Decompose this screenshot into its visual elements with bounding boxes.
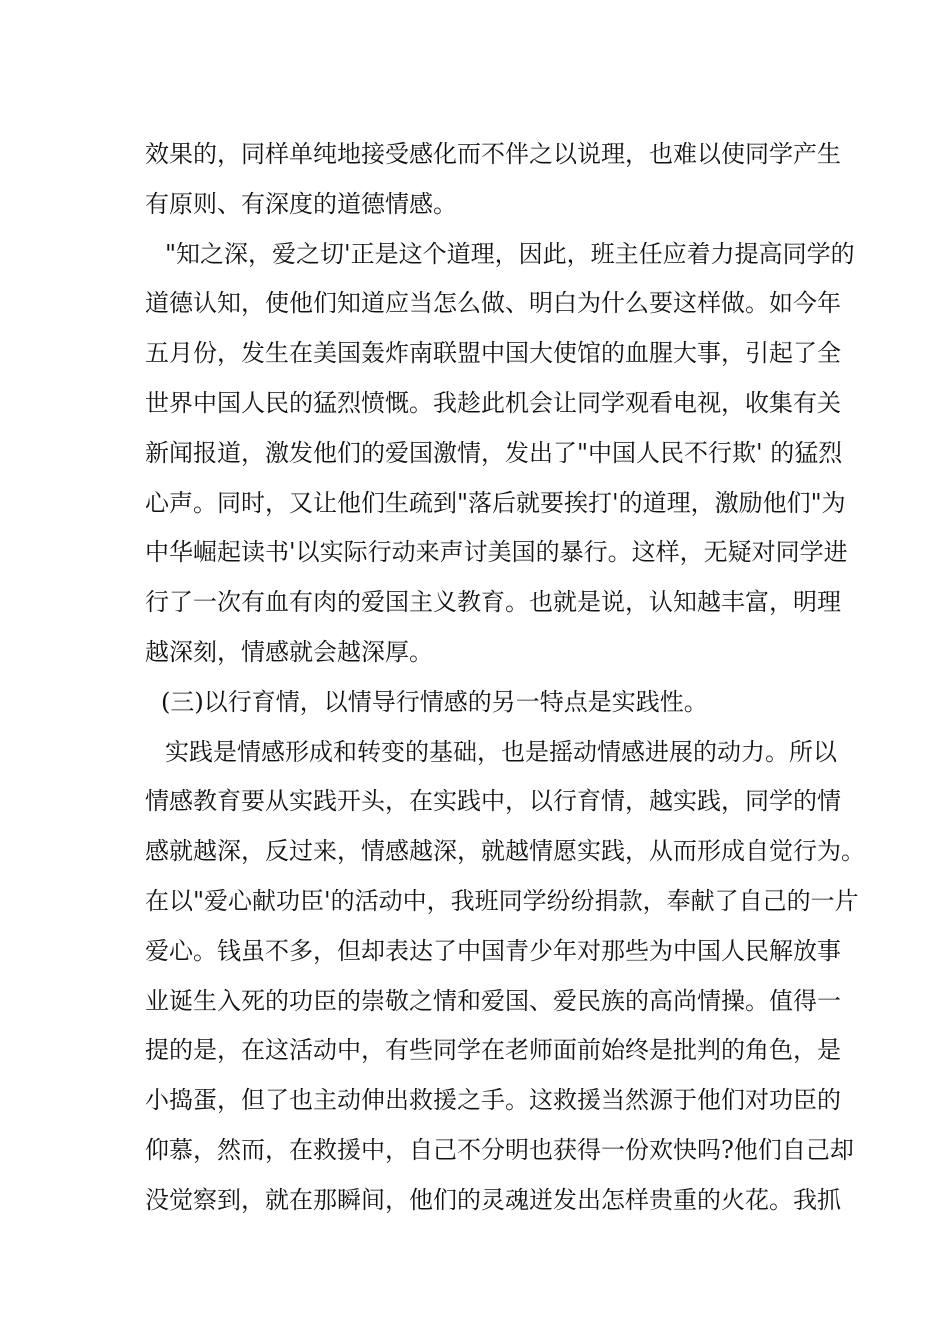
text-line: 新闻报道，激发他们的爱国激情，发出了"中国人民不行欺' 的猛烈: [145, 438, 843, 467]
text-line: 在以"爱心献功臣'的活动中，我班同学纷纷捐款，奉献了自己的一片: [145, 886, 859, 915]
text-line: 爱心。钱虽不多，但却表达了中国青少年对那些为中国人民解放事: [145, 936, 841, 965]
text-line: 感就越深，反过来，情感越深，就越情愿实践，从而形成自觉行为。: [145, 837, 865, 866]
section-heading-line: (三)以行育情，以情导行情感的另一特点是实践性。: [161, 687, 708, 716]
text-line: 有原则、有深度的道德情感。: [145, 189, 457, 218]
text-line: 小捣蛋，但了也主动伸出救援之手。这救援当然源于他们对功臣的: [145, 1086, 841, 1115]
body-text: [145, 130, 865, 1226]
text-line: 仰慕，然而，在救援中，自己不分明也获得一份欢快吗?他们自己却: [145, 1135, 854, 1164]
text-line: 道德认知，使他们知道应当怎么做、明白为什么要这样做。如今年: [145, 289, 841, 318]
text-line: 没觉察到，就在那瞬间，他们的灵魂迸发出怎样贵重的火花。我抓: [145, 1185, 841, 1214]
paragraph-start-line: 实践是情感形成和转变的基础，也是摇动情感进展的动力。所以: [165, 737, 837, 766]
text-line: 中华崛起读书'以实际行动来声讨美国的暴行。这样，无疑对同学进: [145, 538, 848, 567]
text-line: 效果的，同样单纯地接受感化而不伴之以说理，也难以使同学产生: [145, 140, 841, 168]
text-line: 业诞生入死的功臣的崇敬之情和爱国、爱民族的高尚情操。值得一: [145, 986, 841, 1015]
text-line: 行了一次有血有肉的爱国主义教育。也就是说，认知越丰富，明理: [145, 588, 841, 617]
text-line: 心声。同时，又让他们生疏到"落后就要挨打'的道理，激励他们"为: [145, 488, 846, 517]
text-line: 五月份，发生在美国轰炸南联盟中国大使馆的血腥大事，引起了全: [145, 339, 841, 368]
text-line: 越深刻，情感就会越深厚。: [145, 637, 433, 666]
paragraph-start-line: "知之深，爱之切'正是这个道理，因此，班主任应着力提高同学的: [165, 239, 855, 268]
text-line: 提的是，在这活动中，有些同学在老师面前始终是批判的角色，是: [145, 1036, 841, 1065]
text-line: 世界中国人民的猛烈愤慨。我趁此机会让同学观看电视，收集有关: [145, 388, 841, 417]
text-line: 情感教育要从实践开头，在实践中，以行育情，越实践，同学的情: [145, 787, 841, 816]
